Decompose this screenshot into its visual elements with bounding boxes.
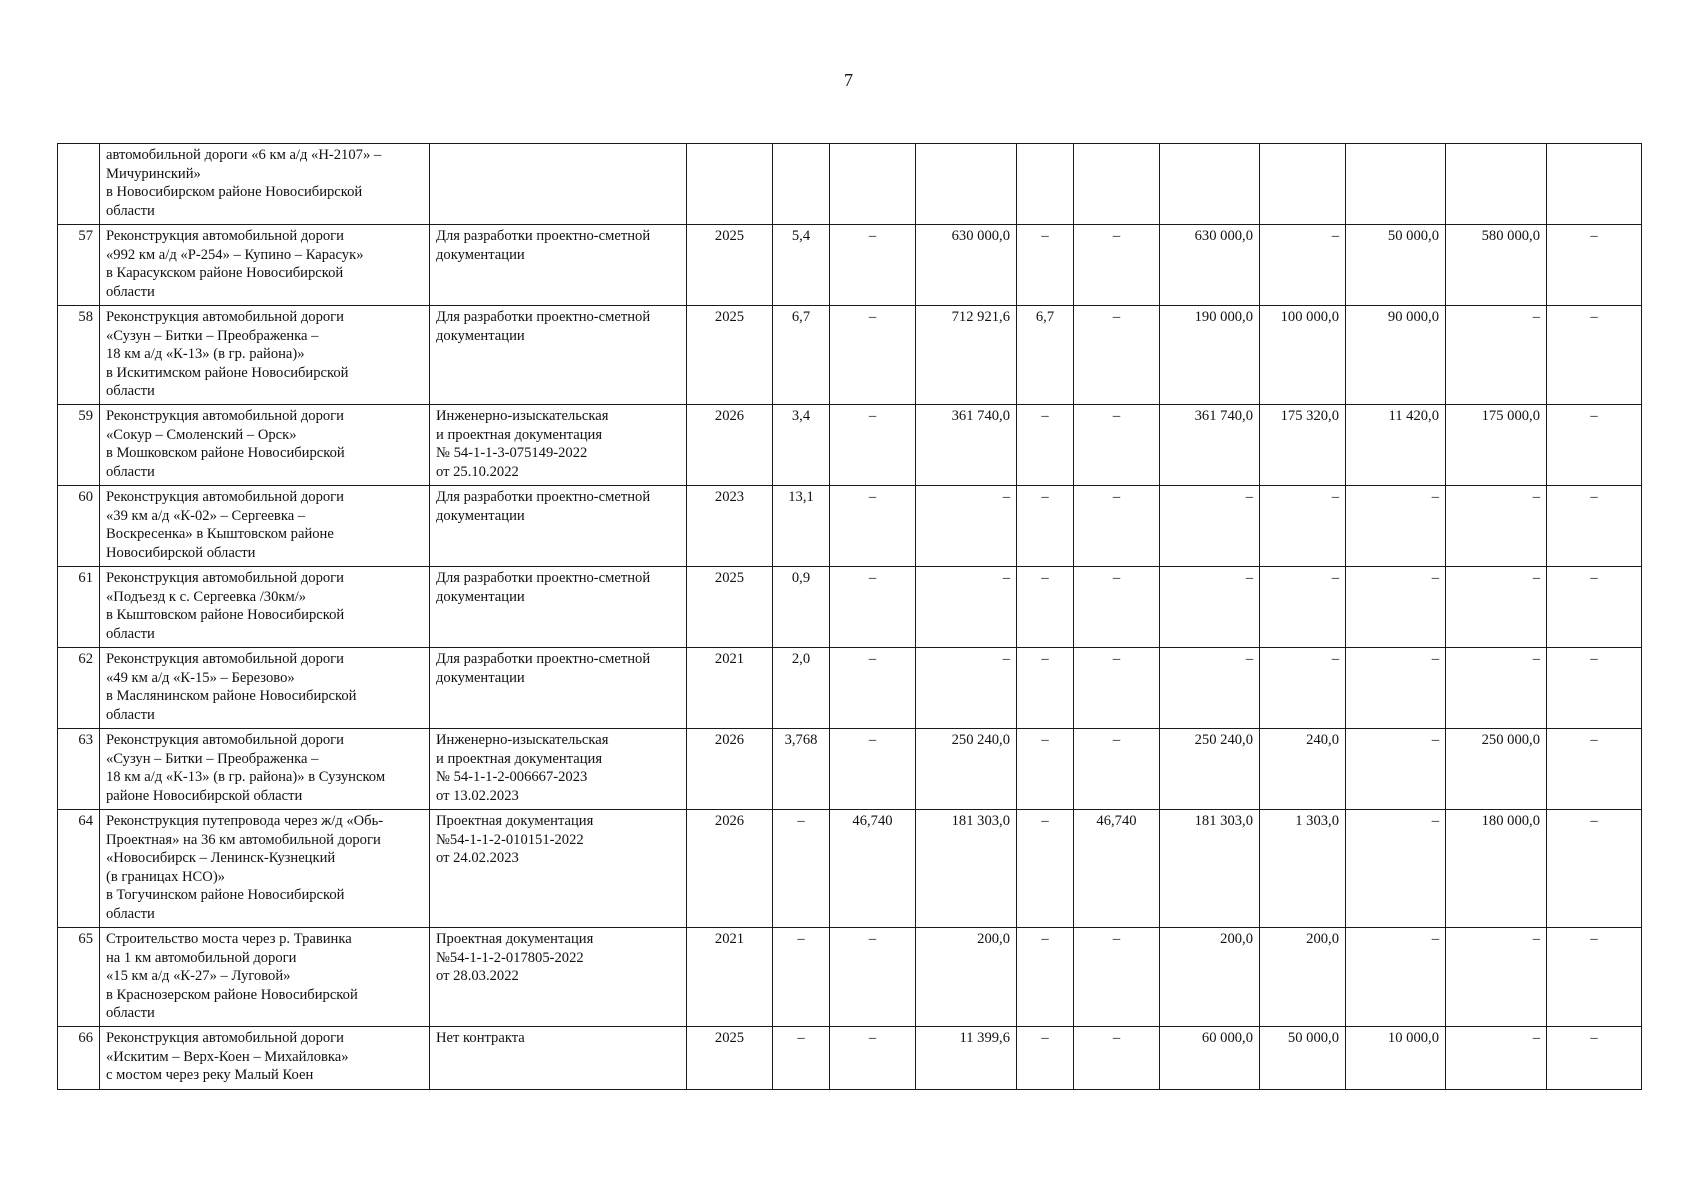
estimated-cost-cell <box>916 144 1017 225</box>
row-number-cell: 61 <box>58 567 100 648</box>
object-name-cell: Реконструкция автомобильной дороги «Сузун – Битки – Преображенка – 18 км а/д «К-13» (в гр. района)» в Сузунском районе Новосибирской области <box>100 729 430 810</box>
length-bridges-cell: 46,740 <box>830 810 916 928</box>
documentation-cell: Для разработки проектно-сметной документации <box>430 486 687 567</box>
year-cell: 2025 <box>687 306 773 405</box>
year-cell: 2023 <box>687 486 773 567</box>
funding-year-2-cell: 10 000,0 <box>1346 1027 1446 1090</box>
length-cell: 0,9 <box>773 567 830 648</box>
object-name-cell: Реконструкция автомобильной дороги «49 км а/д «К-15» – Березово» в Маслянинском районе Новосибирской области <box>100 648 430 729</box>
length-completed-cell: – <box>1017 225 1074 306</box>
length-completed-cell: 6,7 <box>1017 306 1074 405</box>
length-completed-cell: – <box>1017 648 1074 729</box>
year-cell <box>687 144 773 225</box>
total-funding-cell: – <box>1160 486 1260 567</box>
funding-year-3-cell <box>1446 144 1547 225</box>
length-cell: 13,1 <box>773 486 830 567</box>
funding-year-3-cell: 250 000,0 <box>1446 729 1547 810</box>
object-name-cell: Реконструкция автомобильной дороги «992 км а/д «Р-254» – Купино – Карасук» в Карасукском районе Новосибирской области <box>100 225 430 306</box>
length-bridges-cell: – <box>830 486 916 567</box>
funding-year-4-cell: – <box>1547 306 1642 405</box>
table-row <box>58 567 1642 648</box>
funding-year-3-cell: – <box>1446 648 1547 729</box>
bridges-completed-cell: 46,740 <box>1074 810 1160 928</box>
objects-table <box>57 143 1642 1090</box>
object-name-cell: Реконструкция путепровода через ж/д «Обь- Проектная» на 36 км автомобильной дороги «Новосибирск – Ленинск-Кузнецкий (в границах НСО)» в Тогучинском районе Новосибирской области <box>100 810 430 928</box>
funding-year-2-cell: – <box>1346 567 1446 648</box>
funding-year-1-cell: 200,0 <box>1260 928 1346 1027</box>
funding-year-4-cell: – <box>1547 928 1642 1027</box>
funding-year-3-cell: – <box>1446 928 1547 1027</box>
year-cell: 2025 <box>687 567 773 648</box>
length-bridges-cell: – <box>830 225 916 306</box>
object-name-cell: Реконструкция автомобильной дороги «Сокур – Смоленский – Орск» в Мошковском районе Новосибирской области <box>100 405 430 486</box>
estimated-cost-cell: 200,0 <box>916 928 1017 1027</box>
funding-year-4-cell: – <box>1547 1027 1642 1090</box>
funding-year-1-cell: – <box>1260 648 1346 729</box>
table-row <box>58 486 1642 567</box>
funding-year-2-cell: – <box>1346 729 1446 810</box>
funding-year-4-cell: – <box>1547 405 1642 486</box>
year-cell: 2026 <box>687 729 773 810</box>
documentation-cell: Для разработки проектно-сметной документации <box>430 306 687 405</box>
total-funding-cell: 190 000,0 <box>1160 306 1260 405</box>
year-cell: 2021 <box>687 928 773 1027</box>
year-cell: 2026 <box>687 810 773 928</box>
estimated-cost-cell: – <box>916 567 1017 648</box>
funding-year-2-cell: – <box>1346 486 1446 567</box>
length-completed-cell <box>1017 144 1074 225</box>
row-number-cell: 63 <box>58 729 100 810</box>
total-funding-cell: – <box>1160 648 1260 729</box>
funding-year-1-cell: – <box>1260 486 1346 567</box>
funding-year-1-cell <box>1260 144 1346 225</box>
length-cell: 2,0 <box>773 648 830 729</box>
bridges-completed-cell: – <box>1074 306 1160 405</box>
funding-year-4-cell: – <box>1547 225 1642 306</box>
funding-year-2-cell: 90 000,0 <box>1346 306 1446 405</box>
bridges-completed-cell <box>1074 144 1160 225</box>
page-number: 7 <box>844 70 853 90</box>
documentation-cell: Для разработки проектно-сметной документации <box>430 225 687 306</box>
bridges-completed-cell: – <box>1074 928 1160 1027</box>
length-cell: – <box>773 928 830 1027</box>
table-body <box>58 144 1642 1090</box>
length-cell: 3,4 <box>773 405 830 486</box>
estimated-cost-cell: – <box>916 648 1017 729</box>
year-cell: 2025 <box>687 225 773 306</box>
row-number-cell: 62 <box>58 648 100 729</box>
funding-year-2-cell: 11 420,0 <box>1346 405 1446 486</box>
total-funding-cell: 200,0 <box>1160 928 1260 1027</box>
total-funding-cell: 630 000,0 <box>1160 225 1260 306</box>
bridges-completed-cell: – <box>1074 486 1160 567</box>
funding-year-2-cell <box>1346 144 1446 225</box>
estimated-cost-cell: 11 399,6 <box>916 1027 1017 1090</box>
length-completed-cell: – <box>1017 729 1074 810</box>
length-bridges-cell: – <box>830 928 916 1027</box>
estimated-cost-cell: 712 921,6 <box>916 306 1017 405</box>
year-cell: 2021 <box>687 648 773 729</box>
funding-year-1-cell: 50 000,0 <box>1260 1027 1346 1090</box>
funding-year-3-cell: 180 000,0 <box>1446 810 1547 928</box>
funding-year-1-cell: 100 000,0 <box>1260 306 1346 405</box>
funding-year-3-cell: – <box>1446 486 1547 567</box>
documentation-cell: Инженерно-изыскательская и проектная документация № 54-1-1-2-006667-2023 от 13.02.2023 <box>430 729 687 810</box>
bridges-completed-cell: – <box>1074 567 1160 648</box>
estimated-cost-cell: – <box>916 486 1017 567</box>
object-name-cell: Реконструкция автомобильной дороги «Искитим – Верх-Коен – Михайловка» с мостом через реку Малый Коен <box>100 1027 430 1090</box>
table-row <box>58 648 1642 729</box>
documentation-cell <box>430 144 687 225</box>
total-funding-cell: 250 240,0 <box>1160 729 1260 810</box>
funding-year-2-cell: – <box>1346 928 1446 1027</box>
length-completed-cell: – <box>1017 928 1074 1027</box>
documentation-cell: Проектная документация №54-1-1-2-017805-2022 от 28.03.2022 <box>430 928 687 1027</box>
funding-year-2-cell: – <box>1346 648 1446 729</box>
length-completed-cell: – <box>1017 486 1074 567</box>
funding-year-4-cell: – <box>1547 648 1642 729</box>
table-row <box>58 405 1642 486</box>
row-number-cell: 65 <box>58 928 100 1027</box>
length-cell: – <box>773 1027 830 1090</box>
length-completed-cell: – <box>1017 810 1074 928</box>
total-funding-cell: – <box>1160 567 1260 648</box>
object-name-cell: Строительство моста через р. Травинка на 1 км автомобильной дороги «15 км а/д «К-27» – Луговой» в Краснозерском районе Новосибирской области <box>100 928 430 1027</box>
funding-year-3-cell: 175 000,0 <box>1446 405 1547 486</box>
length-bridges-cell: – <box>830 567 916 648</box>
row-number-cell: 58 <box>58 306 100 405</box>
length-cell: 5,4 <box>773 225 830 306</box>
funding-year-4-cell: – <box>1547 810 1642 928</box>
row-number-cell: 59 <box>58 405 100 486</box>
funding-year-3-cell: – <box>1446 567 1547 648</box>
table-row <box>58 1027 1642 1090</box>
funding-year-4-cell: – <box>1547 486 1642 567</box>
documentation-cell: Инженерно-изыскательская и проектная документация № 54-1-1-3-075149-2022 от 25.10.2022 <box>430 405 687 486</box>
bridges-completed-cell: – <box>1074 405 1160 486</box>
estimated-cost-cell: 630 000,0 <box>916 225 1017 306</box>
row-number-cell: 60 <box>58 486 100 567</box>
documentation-cell: Для разработки проектно-сметной документации <box>430 567 687 648</box>
funding-year-1-cell: 240,0 <box>1260 729 1346 810</box>
length-bridges-cell: – <box>830 1027 916 1090</box>
year-cell: 2026 <box>687 405 773 486</box>
length-completed-cell: – <box>1017 1027 1074 1090</box>
funding-year-1-cell: 1 303,0 <box>1260 810 1346 928</box>
funding-year-4-cell: – <box>1547 729 1642 810</box>
object-name-cell: Реконструкция автомобильной дороги «39 км а/д «К-02» – Сергеевка – Воскресенка» в Кыштовском районе Новосибирской области <box>100 486 430 567</box>
estimated-cost-cell: 181 303,0 <box>916 810 1017 928</box>
length-cell <box>773 144 830 225</box>
funding-year-1-cell: – <box>1260 567 1346 648</box>
length-cell: – <box>773 810 830 928</box>
documentation-cell: Для разработки проектно-сметной документации <box>430 648 687 729</box>
table-row <box>58 729 1642 810</box>
object-name-cell: Реконструкция автомобильной дороги «Подъезд к с. Сергеевка /30км/» в Кыштовском районе Новосибирской области <box>100 567 430 648</box>
documentation-cell: Нет контракта <box>430 1027 687 1090</box>
bridges-completed-cell: – <box>1074 648 1160 729</box>
table-row <box>58 225 1642 306</box>
row-number-cell: 57 <box>58 225 100 306</box>
length-cell: 6,7 <box>773 306 830 405</box>
total-funding-cell: 361 740,0 <box>1160 405 1260 486</box>
length-bridges-cell: – <box>830 729 916 810</box>
length-bridges-cell: – <box>830 405 916 486</box>
length-completed-cell: – <box>1017 405 1074 486</box>
object-name-cell: автомобильной дороги «6 км а/д «Н-2107» – Мичуринский» в Новосибирском районе Новосибирской области <box>100 144 430 225</box>
table-row <box>58 928 1642 1027</box>
length-bridges-cell <box>830 144 916 225</box>
row-number-cell: 66 <box>58 1027 100 1090</box>
funding-year-2-cell: – <box>1346 810 1446 928</box>
funding-year-3-cell: – <box>1446 306 1547 405</box>
table-row <box>58 306 1642 405</box>
funding-year-1-cell: – <box>1260 225 1346 306</box>
funding-year-4-cell <box>1547 144 1642 225</box>
table-row <box>58 144 1642 225</box>
row-number-cell <box>58 144 100 225</box>
bridges-completed-cell: – <box>1074 1027 1160 1090</box>
funding-year-4-cell: – <box>1547 567 1642 648</box>
funding-year-3-cell: 580 000,0 <box>1446 225 1547 306</box>
total-funding-cell: 181 303,0 <box>1160 810 1260 928</box>
length-completed-cell: – <box>1017 567 1074 648</box>
funding-year-3-cell: – <box>1446 1027 1547 1090</box>
bridges-completed-cell: – <box>1074 729 1160 810</box>
length-cell: 3,768 <box>773 729 830 810</box>
total-funding-cell <box>1160 144 1260 225</box>
documentation-cell: Проектная документация №54-1-1-2-010151-2022 от 24.02.2023 <box>430 810 687 928</box>
bridges-completed-cell: – <box>1074 225 1160 306</box>
length-bridges-cell: – <box>830 648 916 729</box>
funding-year-1-cell: 175 320,0 <box>1260 405 1346 486</box>
table-row <box>58 810 1642 928</box>
total-funding-cell: 60 000,0 <box>1160 1027 1260 1090</box>
funding-year-2-cell: 50 000,0 <box>1346 225 1446 306</box>
length-bridges-cell: – <box>830 306 916 405</box>
row-number-cell: 64 <box>58 810 100 928</box>
object-name-cell: Реконструкция автомобильной дороги «Сузун – Битки – Преображенка – 18 км а/д «К-13» (в гр. района)» в Искитимском районе Новосибирской области <box>100 306 430 405</box>
estimated-cost-cell: 250 240,0 <box>916 729 1017 810</box>
year-cell: 2025 <box>687 1027 773 1090</box>
estimated-cost-cell: 361 740,0 <box>916 405 1017 486</box>
